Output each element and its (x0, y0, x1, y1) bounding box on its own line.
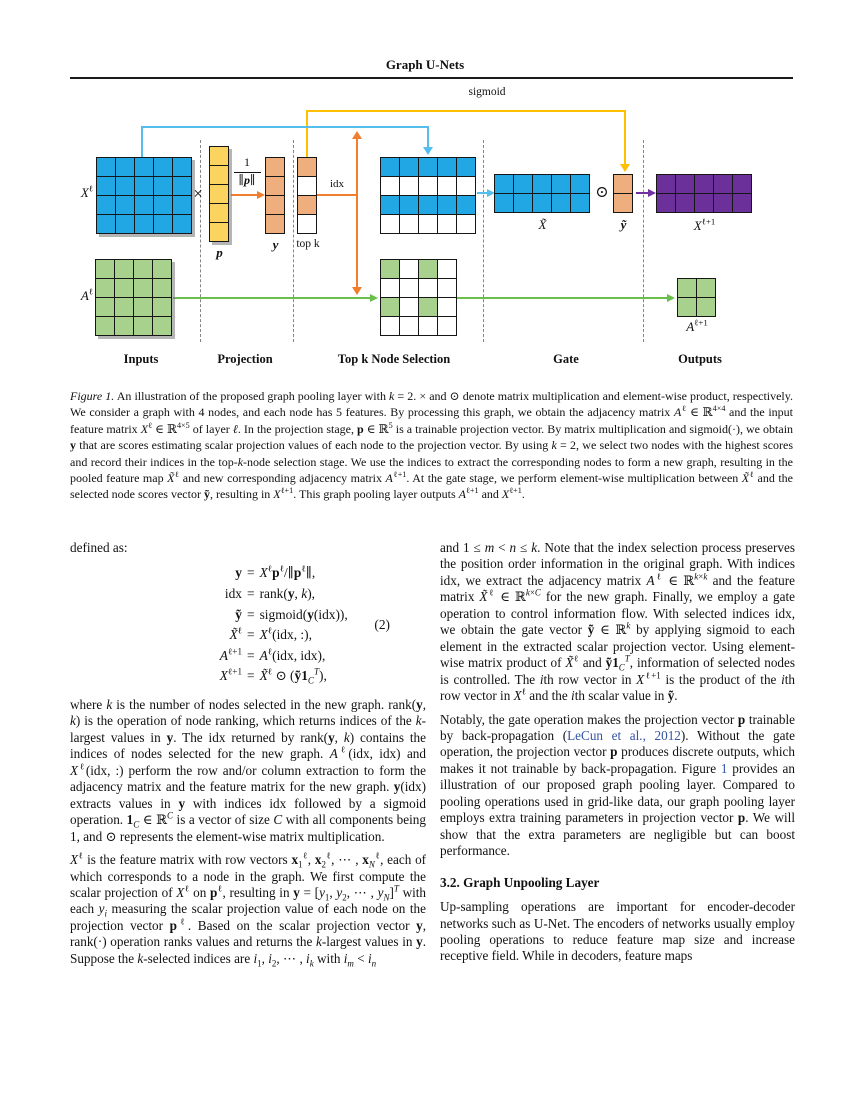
projection-arrow (231, 194, 258, 196)
matrix-cell (714, 194, 732, 212)
sigmoid-arrow (306, 110, 308, 157)
arrowhead-up-icon (352, 131, 362, 139)
stage-label-inputs: Inputs (123, 352, 159, 366)
matrix-cell (419, 298, 437, 316)
matrix-cell (266, 196, 284, 214)
matrix-cell (266, 177, 284, 195)
equation-line: ỹ = sigmoid(y(idx)), (235, 606, 348, 622)
matrix-cell (134, 260, 152, 278)
vector-topk (297, 157, 317, 234)
matrix-cell (135, 177, 153, 195)
adjacency-arrow (456, 297, 668, 299)
matrix-cell (96, 298, 114, 316)
equation-line: y = $X^\ell p^\ell/\parallel p^\ell\parallel$, (235, 563, 316, 581)
label-y-tilde: ỹ (620, 217, 627, 232)
norm-fraction-denominator: ∥p∥ (238, 173, 256, 187)
matrix-cell (381, 260, 399, 278)
equation-line: X̃$^\ell$ = $X^\ell(idx$, :), (229, 625, 312, 643)
matrix-cell (210, 204, 228, 222)
matrix-X-selected-rows (380, 157, 476, 234)
matrix-cell (381, 279, 399, 297)
sigmoid-arrow (306, 110, 626, 112)
label-X-next: $X^{\ell+1}$ (693, 216, 716, 233)
sigmoid-label: sigmoid (468, 86, 506, 98)
idx-line (317, 194, 357, 196)
equation-lines (70, 563, 426, 687)
matrix-cell (97, 158, 115, 176)
arrowhead-right-icon (370, 294, 378, 302)
feature-copy-arrow (427, 126, 429, 148)
matrix-cell (115, 317, 133, 335)
matrix-cell (266, 158, 284, 176)
label-X-tilde: X̃ (538, 217, 547, 232)
matrix-cell (210, 147, 228, 165)
adjacency-arrow (173, 297, 371, 299)
arrowhead-right-icon (648, 189, 656, 197)
matrix-cell (678, 298, 696, 316)
matrix-cell (266, 215, 284, 233)
label-topk: top k (296, 238, 320, 250)
stage-label-topk: Top k Node Selection (337, 352, 451, 366)
equation-line: $X^{\ell+1}$ = X̃$^\ell$ ⊙ $(ỹ1_C^T)$, (219, 666, 327, 687)
vector-y-tilde (613, 174, 633, 213)
equation-intro: defined as: (70, 540, 128, 555)
matrix-cell (173, 177, 191, 195)
matrix-cell (210, 223, 228, 241)
arrowhead-down-icon (620, 164, 630, 172)
matrix-cell (381, 177, 399, 195)
paragraph: Notably, the gate operation makes the projection vector p trainable by back-propagation (LeCun et al., 2012). Without the gate operation, the projection vector p produces discrete outputs, which makes it not trainable by back-propagation. Figure 1 provides an illustration of our proposed graph pooling layer. Compared to pooling operations used in grid-like data, our graph pooling layer employs extra training parameters in projection vector p. We will show that the extra parameters are negligible but can boost performance. (440, 711, 795, 859)
matrix-X-tilde (494, 174, 590, 213)
matrix-cell (438, 215, 456, 233)
equation-number: (2) (374, 617, 390, 633)
matrix-cell (457, 196, 475, 214)
paragraph: and 1 ≤ m < n ≤ k. Note that the index selection process preserves the position order information in the original graph. With indices idx, we extract the adjacency matrix $A^\ell$ ∈ ℝ$^{k\times k}$ and the feature matrix X̃$^\ell$ ∈ ℝ$^{k\times C}$ for the new graph. Finally, we employ a gate operation to control information flow. With selected indices idx, we obtain the gate vector ỹ ∈ ℝ$^k$ by applying sigmoid to each element in the extracted scalar projection vector. Using element-wise matrix product of X̃$^\ell$ and $ỹ1_C^T$, information of selected nodes is controlled. The ith row vector in $X^{\ell+1}$ is the product of the ith row vector in $X^\ell$ and the ith scalar value in ỹ. (440, 540, 796, 704)
matrix-cell (438, 158, 456, 176)
stage-separator (483, 140, 484, 342)
matrix-cell (153, 298, 171, 316)
sigmoid-arrow (624, 110, 626, 165)
equation-2 (70, 563, 426, 687)
feature-copy-arrow (141, 126, 143, 157)
matrix-cell (571, 194, 589, 212)
matrix-cell (210, 166, 228, 184)
matrix-cell (134, 279, 152, 297)
matrix-cell (676, 175, 694, 193)
stage-label-projection: Projection (217, 352, 273, 366)
matrix-cell (438, 317, 456, 335)
matrix-cell (571, 175, 589, 193)
matrix-cell (298, 196, 316, 214)
matrix-cell (733, 175, 751, 193)
matrix-cell (173, 158, 191, 176)
feature-copy-arrow (141, 126, 429, 128)
matrix-cell (438, 260, 456, 278)
matrix-cell (298, 158, 316, 176)
matrix-A-selected (380, 259, 457, 336)
idx-broadcast-arrow (356, 139, 358, 288)
label-X-l: $X^\ell$ (80, 183, 93, 200)
matrix-cell (134, 317, 152, 335)
vector-y (265, 157, 285, 234)
matrix-cell (96, 279, 114, 297)
matrix-cell (154, 215, 172, 233)
figure-1-graph-pooling-diagram (0, 0, 850, 380)
matrix-cell (381, 196, 399, 214)
running-head: Graph U-Nets (385, 57, 465, 72)
matrix-cell (419, 317, 437, 335)
matrix-cell (514, 194, 532, 212)
matrix-cell (495, 194, 513, 212)
matrix-cell (695, 175, 713, 193)
matrix-cell (419, 260, 437, 278)
matrix-cell (173, 196, 191, 214)
idx-label: idx (329, 178, 345, 190)
matrix-cell (116, 177, 134, 195)
vector-p (209, 146, 229, 242)
matrix-cell (381, 158, 399, 176)
matrix-cell (514, 175, 532, 193)
matrix-cell (438, 196, 456, 214)
matrix-cell (97, 177, 115, 195)
matrix-multiply-symbol: × (193, 184, 203, 203)
citation-link[interactable]: LeCun et al., 2012 (567, 727, 681, 743)
matrix-cell (400, 260, 418, 278)
matrix-cell (733, 194, 751, 212)
matrix-cell (116, 215, 134, 233)
matrix-cell (552, 175, 570, 193)
matrix-A-l (95, 259, 172, 336)
arrowhead-right-icon (667, 294, 675, 302)
matrix-A-next (677, 278, 716, 317)
matrix-cell (614, 194, 632, 212)
matrix-cell (400, 177, 418, 195)
matrix-X-l (96, 157, 192, 234)
matrix-cell (400, 215, 418, 233)
stage-label-gate: Gate (553, 352, 579, 366)
matrix-cell (115, 279, 133, 297)
stage-separator (643, 140, 644, 342)
matrix-cell (135, 215, 153, 233)
stage-label-outputs: Outputs (678, 352, 722, 366)
right-column (440, 540, 795, 965)
stage-separator (200, 140, 201, 342)
matrix-cell (400, 158, 418, 176)
matrix-cell (419, 196, 437, 214)
matrix-cell (298, 177, 316, 195)
section-heading: 3.2. Graph Unpooling Layer (440, 874, 600, 890)
matrix-cell (153, 279, 171, 297)
matrix-cell (116, 158, 134, 176)
left-column (70, 540, 426, 967)
matrix-cell (298, 215, 316, 233)
label-y: y (272, 237, 279, 252)
matrix-cell (96, 260, 114, 278)
matrix-cell (697, 298, 715, 316)
matrix-cell (96, 317, 114, 335)
arrowhead-right-icon (257, 191, 265, 199)
label-A-l: $A^\ell$ (80, 286, 93, 303)
matrix-cell (438, 298, 456, 316)
matrix-cell (115, 298, 133, 316)
paragraph: where k is the number of nodes selected in the new graph. rank(y, k) is the operation of node ranking, which returns indices of the k-largest values in y. The idx returned by rank(y, k) contains the indices of nodes selected for the new graph. $A^\ell(idx$, idx) and $X^\ell(idx$, :) perform the row and/or column extraction to form the adjacency matrix and the feature matrix for the new graph. y(idx) extracts values in y with indices idx followed by a sigmoid operation. $1_C$ ∈ ℝ$^C$ is a vector of size C with all components being 1, and ⊙ represents the element-wise matrix multiplication. (70, 697, 426, 844)
matrix-cell (419, 279, 437, 297)
matrix-cell (400, 196, 418, 214)
matrix-cell (419, 177, 437, 195)
citation-link[interactable]: 1 (720, 760, 728, 776)
matrix-cell (697, 279, 715, 297)
matrix-cell (695, 194, 713, 212)
arrowhead-down-icon (352, 287, 362, 295)
matrix-cell (173, 215, 191, 233)
matrix-cell (438, 177, 456, 195)
figure-caption: Figure 1. An illustration of the proposed graph pooling layer with k = 2. × and ⊙ denote matrix multiplication and element-wise product, respectively. We consider a graph with 4 nodes, and each node has 5 features. By processing this graph, we obtain the adjacency matrix $A^\ell$ ∈ ℝ$^{4\times 4}$ and the input feature matrix $X^\ell$ ∈ ℝ$^{4\times 5}$ of layer ℓ. In the projection stage, p ∈ ℝ$^5$ is a trainable projection vector. By matrix multiplication and sigmoid(·), we obtain y that are scores estimating scalar projection values of each node to the projection vector. By using k = 2, we select two nodes with the highest scores and record their indices in the top-k-node selection stage. We use the indices to extract the corresponding nodes to form a new graph, resulting in the pooled feature map X̃$^\ell$ and new corresponding adjacency matrix $A^{\ell+1}$. At the gate stage, we perform element-wise multiplication between X̃$^\ell$ and the selected node scores vector ỹ, resulting in $X^{\ell+1}$. This graph pooling layer outputs $A^{\ell+1}$ and $X^{\ell+1}$. (70, 389, 794, 502)
equation-line: idx = rank(y, k), (224, 586, 315, 602)
matrix-cell (381, 298, 399, 316)
matrix-X-next (656, 174, 752, 213)
label-A-next: $A^{\ell+1}$ (686, 317, 708, 334)
matrix-cell (457, 215, 475, 233)
matrix-cell (153, 260, 171, 278)
matrix-cell (210, 185, 228, 203)
matrix-cell (419, 215, 437, 233)
equation-line: $A^{\ell+1}$ = $A^\ell(idx$, idx), (219, 646, 326, 663)
paragraph: $X^\ell$ is the feature matrix with row vectors $x_1^\ell$, $x_2^\ell$, ⋯ , $x_N^\ell$, each of which corresponds to a node in the graph. We first compute the scalar projection of $X^\ell$ on $p^\ell$, resulting in $y = [y_1$, $y_2$, ⋯ , $y_N]^T$ with each $y_i$ measuring the scalar projection value of each node on the projection vector $p^\ell$. Based on the scalar projection vector y, rank(·) operation ranks values and returns the k-largest values in y. Suppose the k-selected indices are $i_1$, $i_2$, ⋯ , $i_k$ with $i_m < i_n$ (70, 850, 427, 969)
matrix-cell (116, 196, 134, 214)
matrix-cell (381, 317, 399, 335)
matrix-cell (97, 196, 115, 214)
matrix-cell (135, 196, 153, 214)
matrix-cell (135, 158, 153, 176)
matrix-cell (154, 196, 172, 214)
matrix-cell (400, 317, 418, 335)
matrix-cell (657, 194, 675, 212)
norm-fraction-numerator: 1 (244, 155, 250, 169)
matrix-cell (381, 215, 399, 233)
arrowhead-down-icon (423, 147, 433, 155)
matrix-cell (614, 175, 632, 193)
matrix-cell (419, 158, 437, 176)
matrix-cell (714, 175, 732, 193)
paragraph: Up-sampling operations are important for encoder-decoder networks such as U-Net. The encoders of networks usually employ pooling operations to reduce feature map size and increase receptive field. While in decoders, feature maps (440, 899, 795, 964)
matrix-cell (400, 279, 418, 297)
elementwise-product-symbol: ⊙ (595, 184, 609, 201)
matrix-cell (676, 194, 694, 212)
matrix-cell (153, 317, 171, 335)
matrix-cell (678, 279, 696, 297)
label-p: p (216, 245, 223, 260)
matrix-cell (154, 177, 172, 195)
matrix-cell (533, 194, 551, 212)
matrix-cell (457, 177, 475, 195)
matrix-cell (115, 260, 133, 278)
matrix-cell (154, 158, 172, 176)
matrix-cell (438, 279, 456, 297)
matrix-cell (457, 158, 475, 176)
matrix-cell (400, 298, 418, 316)
matrix-cell (134, 298, 152, 316)
matrix-cell (657, 175, 675, 193)
matrix-cell (97, 215, 115, 233)
matrix-cell (552, 194, 570, 212)
matrix-cell (495, 175, 513, 193)
matrix-cell (533, 175, 551, 193)
